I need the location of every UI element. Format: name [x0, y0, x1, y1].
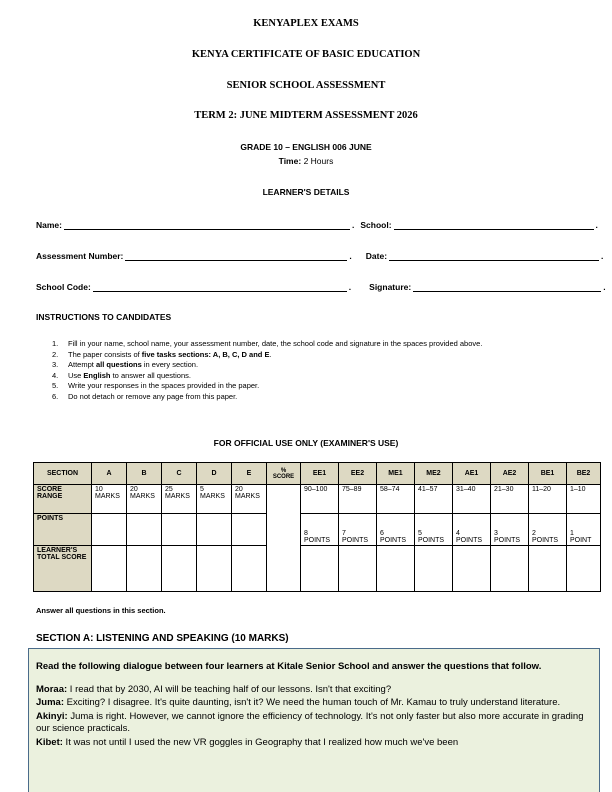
table-cell[interactable]	[232, 546, 267, 592]
table-cell[interactable]	[377, 546, 415, 592]
table-cell[interactable]	[92, 546, 127, 592]
row-label: POINTS	[34, 514, 92, 546]
exam-body-title: KENYAPLEX EXAMS	[253, 18, 359, 29]
dialogue-box	[28, 648, 600, 792]
table-header: EE2	[339, 463, 377, 485]
assessment-number-label: Assessment Number:	[36, 251, 124, 261]
table-header-row	[34, 463, 601, 485]
table-cell: 75–89	[339, 485, 377, 514]
table-cell[interactable]	[301, 546, 339, 592]
assessment-date-row: Assessment Number: . Date: .	[36, 251, 604, 261]
name-school-row: Name: . School: .	[36, 220, 598, 230]
table-cell: 1–10	[567, 485, 601, 514]
table-header: E	[232, 463, 267, 485]
list-item: 1. Fill in your name, school name, your assessment number, date, the school code and signature in the spaces provided above.	[52, 339, 483, 348]
table-cell[interactable]	[529, 546, 567, 592]
table-cell[interactable]	[567, 546, 601, 592]
table-cell[interactable]	[127, 514, 162, 546]
row-label: LEARNER'S TOTAL SCORE	[34, 546, 92, 592]
table-cell: 31–40	[453, 485, 491, 514]
table-cell[interactable]	[197, 546, 232, 592]
table-cell[interactable]	[415, 546, 453, 592]
table-cell: 20 MARKS	[232, 485, 267, 514]
table-cell: 7 POINTS	[339, 514, 377, 546]
table-row	[34, 514, 601, 546]
table-cell[interactable]	[453, 546, 491, 592]
table-cell: 41–57	[415, 485, 453, 514]
section-a-title: SECTION A: LISTENING AND SPEAKING (10 MARKS)	[36, 633, 289, 644]
table-cell[interactable]	[127, 546, 162, 592]
school-label: School:	[360, 220, 392, 230]
table-cell: 2 POINTS	[529, 514, 567, 546]
list-item: 6. Do not detach or remove any page from this paper.	[52, 391, 238, 401]
table-header: ME2	[415, 463, 453, 485]
table-cell: 11–20	[529, 485, 567, 514]
percent-score-cell[interactable]	[267, 485, 301, 592]
list-item: 3. Attempt all questions in every section.	[52, 360, 199, 369]
table-cell[interactable]	[162, 546, 197, 592]
table-cell: 3 POINTS	[491, 514, 529, 546]
certificate-title: KENYA CERTIFICATE OF BASIC EDUCATION	[191, 49, 421, 60]
code-signature-row: School Code: . Signature: .	[36, 282, 606, 292]
school-code-label: School Code:	[36, 282, 91, 292]
table-header: EE1	[301, 463, 339, 485]
table-cell: 90–100	[301, 485, 339, 514]
time-value: 2 Hours	[303, 156, 334, 166]
dialogue-line: Kibet: It was not until I used the new VR goggles in Geography that I realized how much we've been	[36, 736, 459, 748]
table-header: AE2	[491, 463, 529, 485]
name-field[interactable]	[64, 222, 350, 230]
table-cell: 8 POINTS	[301, 514, 339, 546]
table-header: BE1	[529, 463, 567, 485]
table-header: B	[127, 463, 162, 485]
instructions-heading: INSTRUCTIONS TO CANDIDATES	[36, 312, 172, 322]
school-code-field[interactable]	[93, 284, 347, 292]
dialogue-line: Juma: Exciting? I disagree. It's quite daunting, isn't it? We need the human touch of Mr. Kamau to truly understand literature.	[36, 697, 561, 708]
grade-subject-line: GRADE 10 – ENGLISH 006 JUNE	[240, 142, 372, 152]
table-header: % SCORE	[267, 463, 301, 485]
score-table	[33, 462, 601, 592]
table-cell[interactable]	[197, 514, 232, 546]
assessment-number-field[interactable]	[125, 253, 347, 261]
dialogue-line: Moraa: I read that by 2030, AI will be teaching half of our lessons. Isn't that exciting?	[36, 683, 392, 695]
dialogue-intro: Read the following dialogue between four learners at Kitale Senior School and answer the questions that follow.	[36, 661, 542, 672]
table-cell: 21–30	[491, 485, 529, 514]
name-label: Name:	[36, 220, 62, 230]
table-cell[interactable]	[162, 514, 197, 546]
signature-field[interactable]	[413, 284, 601, 292]
dialogue-line: Akinyi: Juma is right. However, we cannot ignore the efficiency of technology. It's not only faster but also more accurate in grading our science practicals.	[36, 710, 584, 734]
table-header: BE2	[567, 463, 601, 485]
assessment-title: SENIOR SCHOOL ASSESSMENT	[226, 80, 386, 91]
answer-all-note: Answer all questions in this section.	[36, 606, 166, 615]
table-cell: 1 POINT	[567, 514, 601, 546]
list-item: 5. Write your responses in the spaces provided in the paper.	[52, 381, 260, 390]
time-label: Time:	[278, 156, 302, 166]
table-cell: 20 MARKS	[127, 485, 162, 514]
table-header: A	[92, 463, 127, 485]
list-item: 4. Use English to answer all questions.	[52, 370, 191, 380]
official-use-heading: FOR OFFICIAL USE ONLY (EXAMINER'S USE)	[213, 438, 399, 448]
table-cell: 5 POINTS	[415, 514, 453, 546]
instructions-list	[52, 339, 482, 402]
table-cell: 5 MARKS	[197, 485, 232, 514]
table-cell: 25 MARKS	[162, 485, 197, 514]
table-cell[interactable]	[232, 514, 267, 546]
table-cell: 6 POINTS	[377, 514, 415, 546]
table-header: ME1	[377, 463, 415, 485]
row-label: SCORE RANGE	[34, 485, 92, 514]
table-header: C	[162, 463, 197, 485]
date-field[interactable]	[389, 253, 599, 261]
term-title: TERM 2: JUNE MIDTERM ASSESSMENT 2026	[194, 110, 418, 121]
list-item: 2. The paper consists of five tasks sections: A, B, C, D and E.	[52, 349, 272, 359]
table-header: AE1	[453, 463, 491, 485]
table-header: SECTION	[34, 463, 92, 485]
table-cell[interactable]	[491, 546, 529, 592]
signature-label: Signature:	[369, 282, 412, 292]
date-label: Date:	[365, 251, 388, 261]
school-field[interactable]	[394, 222, 594, 230]
table-row	[34, 485, 601, 514]
table-cell[interactable]	[92, 514, 127, 546]
learner-details-heading: LEARNER'S DETAILS	[262, 187, 350, 197]
time-line	[0, 156, 612, 166]
table-cell[interactable]	[339, 546, 377, 592]
table-row	[34, 546, 601, 592]
table-cell: 10 MARKS	[92, 485, 127, 514]
table-cell: 58–74	[377, 485, 415, 514]
table-cell: 4 POINTS	[453, 514, 491, 546]
table-header: D	[197, 463, 232, 485]
